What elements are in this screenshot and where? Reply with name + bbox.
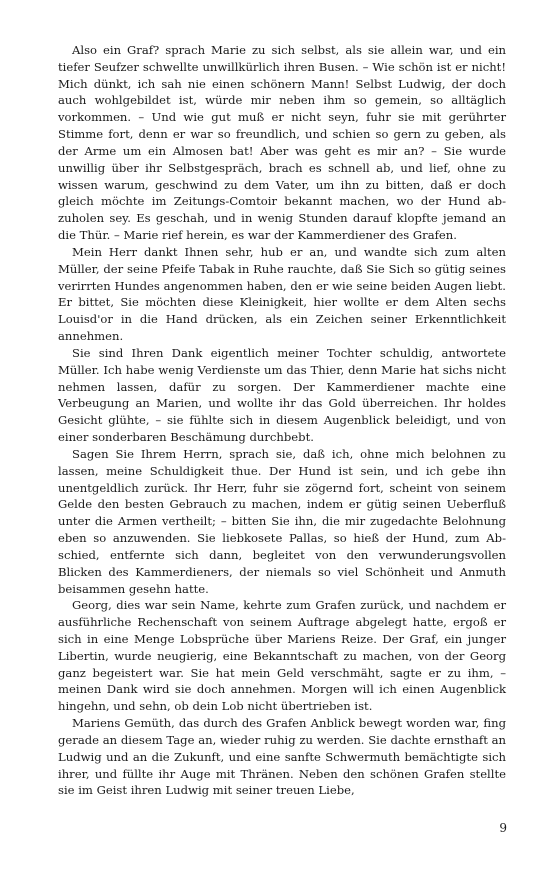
paragraph: Sagen Sie Ihrem Herrn, sprach sie, daß ich, ohne mich belohnen zu lassen, meine Schuldigkeit thue. Der Hund ist sein, und ich gebe ihn unentgeldlich zurück. Ihr Herr, fuhr sie zögernd fort, scheint von seinem Gelde den besten Gebrauch zu machen, indem er gütig seinen Ueberfluß unter die Armen vertheilt; – bitten Sie ihn, die mir zugedachte Belohnung eben so anzuwenden. Sie liebkosete Pallas, so hieß der Hund, zum Abschied, entfernte sich dann, begleitet von den verwunderungsvollen Blicken des Kammerdieners, der niemals so viel Schönheit und Anmuth beisammen gesehn hatte. [58,446,506,596]
body-text [58,42,506,799]
page-number: 9 [499,821,507,835]
paragraph: Georg, dies war sein Name, kehrte zum Grafen zurück, und nachdem er ausführliche Rechenschaft von seinem Auftrage abgelegt hatte, ergoß er sich in eine Menge Lobsprüche über Mariens Reize. Der Graf, ein junger Libertin, wurde neugierig, eine Bekanntschaft zu machen, von der Georg ganz begeistert war. Sie hat mein Geld verschmäht, sagte er zu ihm, – meinen Dank wird sie doch annehmen. Morgen will ich einen Augenblick hingehn, und sehn, ob dein Lob nicht übertrieben ist. [58,598,506,714]
paragraph: Also ein Graf? sprach Marie zu sich selbst, als sie allein war, und ein tiefer Seufzer schwellte unwillkürlich ihren Busen. – Wie schön ist er nicht! Mich dünkt, ich sah nie einen schönern Mann! Selbst Ludwig, der doch auch wohlgebildet ist, würde mir neben ihm so gemein, so alltäglich vorkommen. – Und wie gut muß er nicht seyn, fuhr sie mit gerührter Stimme fort, denn er war so freundlich, und schien so gern zu geben, als der Arme um ein Almosen bat! Aber was geht es mir an? – Sie wurde unwillig über ihr Selbstgespräch, brach es schnell ab, und lief, ohne zu wissen warum, geschwind zu dem Vater, um ihn zu bitten, daß er doch gleich möchte im Zeitungs-Comtoir bekannt machen, wo der Hund abzuholen sey. Es geschah, und in wenig Stunden darauf klopfte jemand an die Thür. – Marie rief herein, es war der Kammerdiener des Grafen. [58,43,506,243]
paragraph: Mariens Gemüth, das durch des Grafen Anblick bewegt worden war, fing gerade an diesem Tage an, wieder ruhig zu werden. Sie dachte ernsthaft an Ludwig und an die Zukunft, und eine sanfte Schwermuth bemächtigte sich ihrer, und füllte ihr Auge mit Thränen. Neben den schönen Grafen stellte sie im Geist ihren Ludwig mit seiner treuen Liebe, [58,716,506,798]
paragraph: Sie sind Ihren Dank eigentlich meiner Tochter schuldig, antwortete Müller. Ich habe wenig Verdienste um das Thier, denn Marie hat sichs nicht nehmen lassen, dafür zu sorgen. Der Kammerdiener machte eine Verbeugung an Marien, und wollte ihr das Gold überreichen. Ihr holdes Gesicht glühte, – sie fühlte sich in diesem Augenblick beleidigt, und von einer sonderbaren Beschämung durchbebt. [58,345,506,445]
paragraph: Mein Herr dankt Ihnen sehr, hub er an, und wandte sich zum alten Müller, der seine Pfeife Tabak in Ruhe rauchte, daß Sie Sich so gütig seines verirrten Hundes angenommen haben, den er wie seine beiden Augen liebt. Er bittet, Sie möchten diese Kleinigkeit, hier wollte er dem Alten sechs Louisd'or in die Hand drücken, als ein Zeichen seiner Erkenntlichkeit annehmen. [58,244,506,344]
